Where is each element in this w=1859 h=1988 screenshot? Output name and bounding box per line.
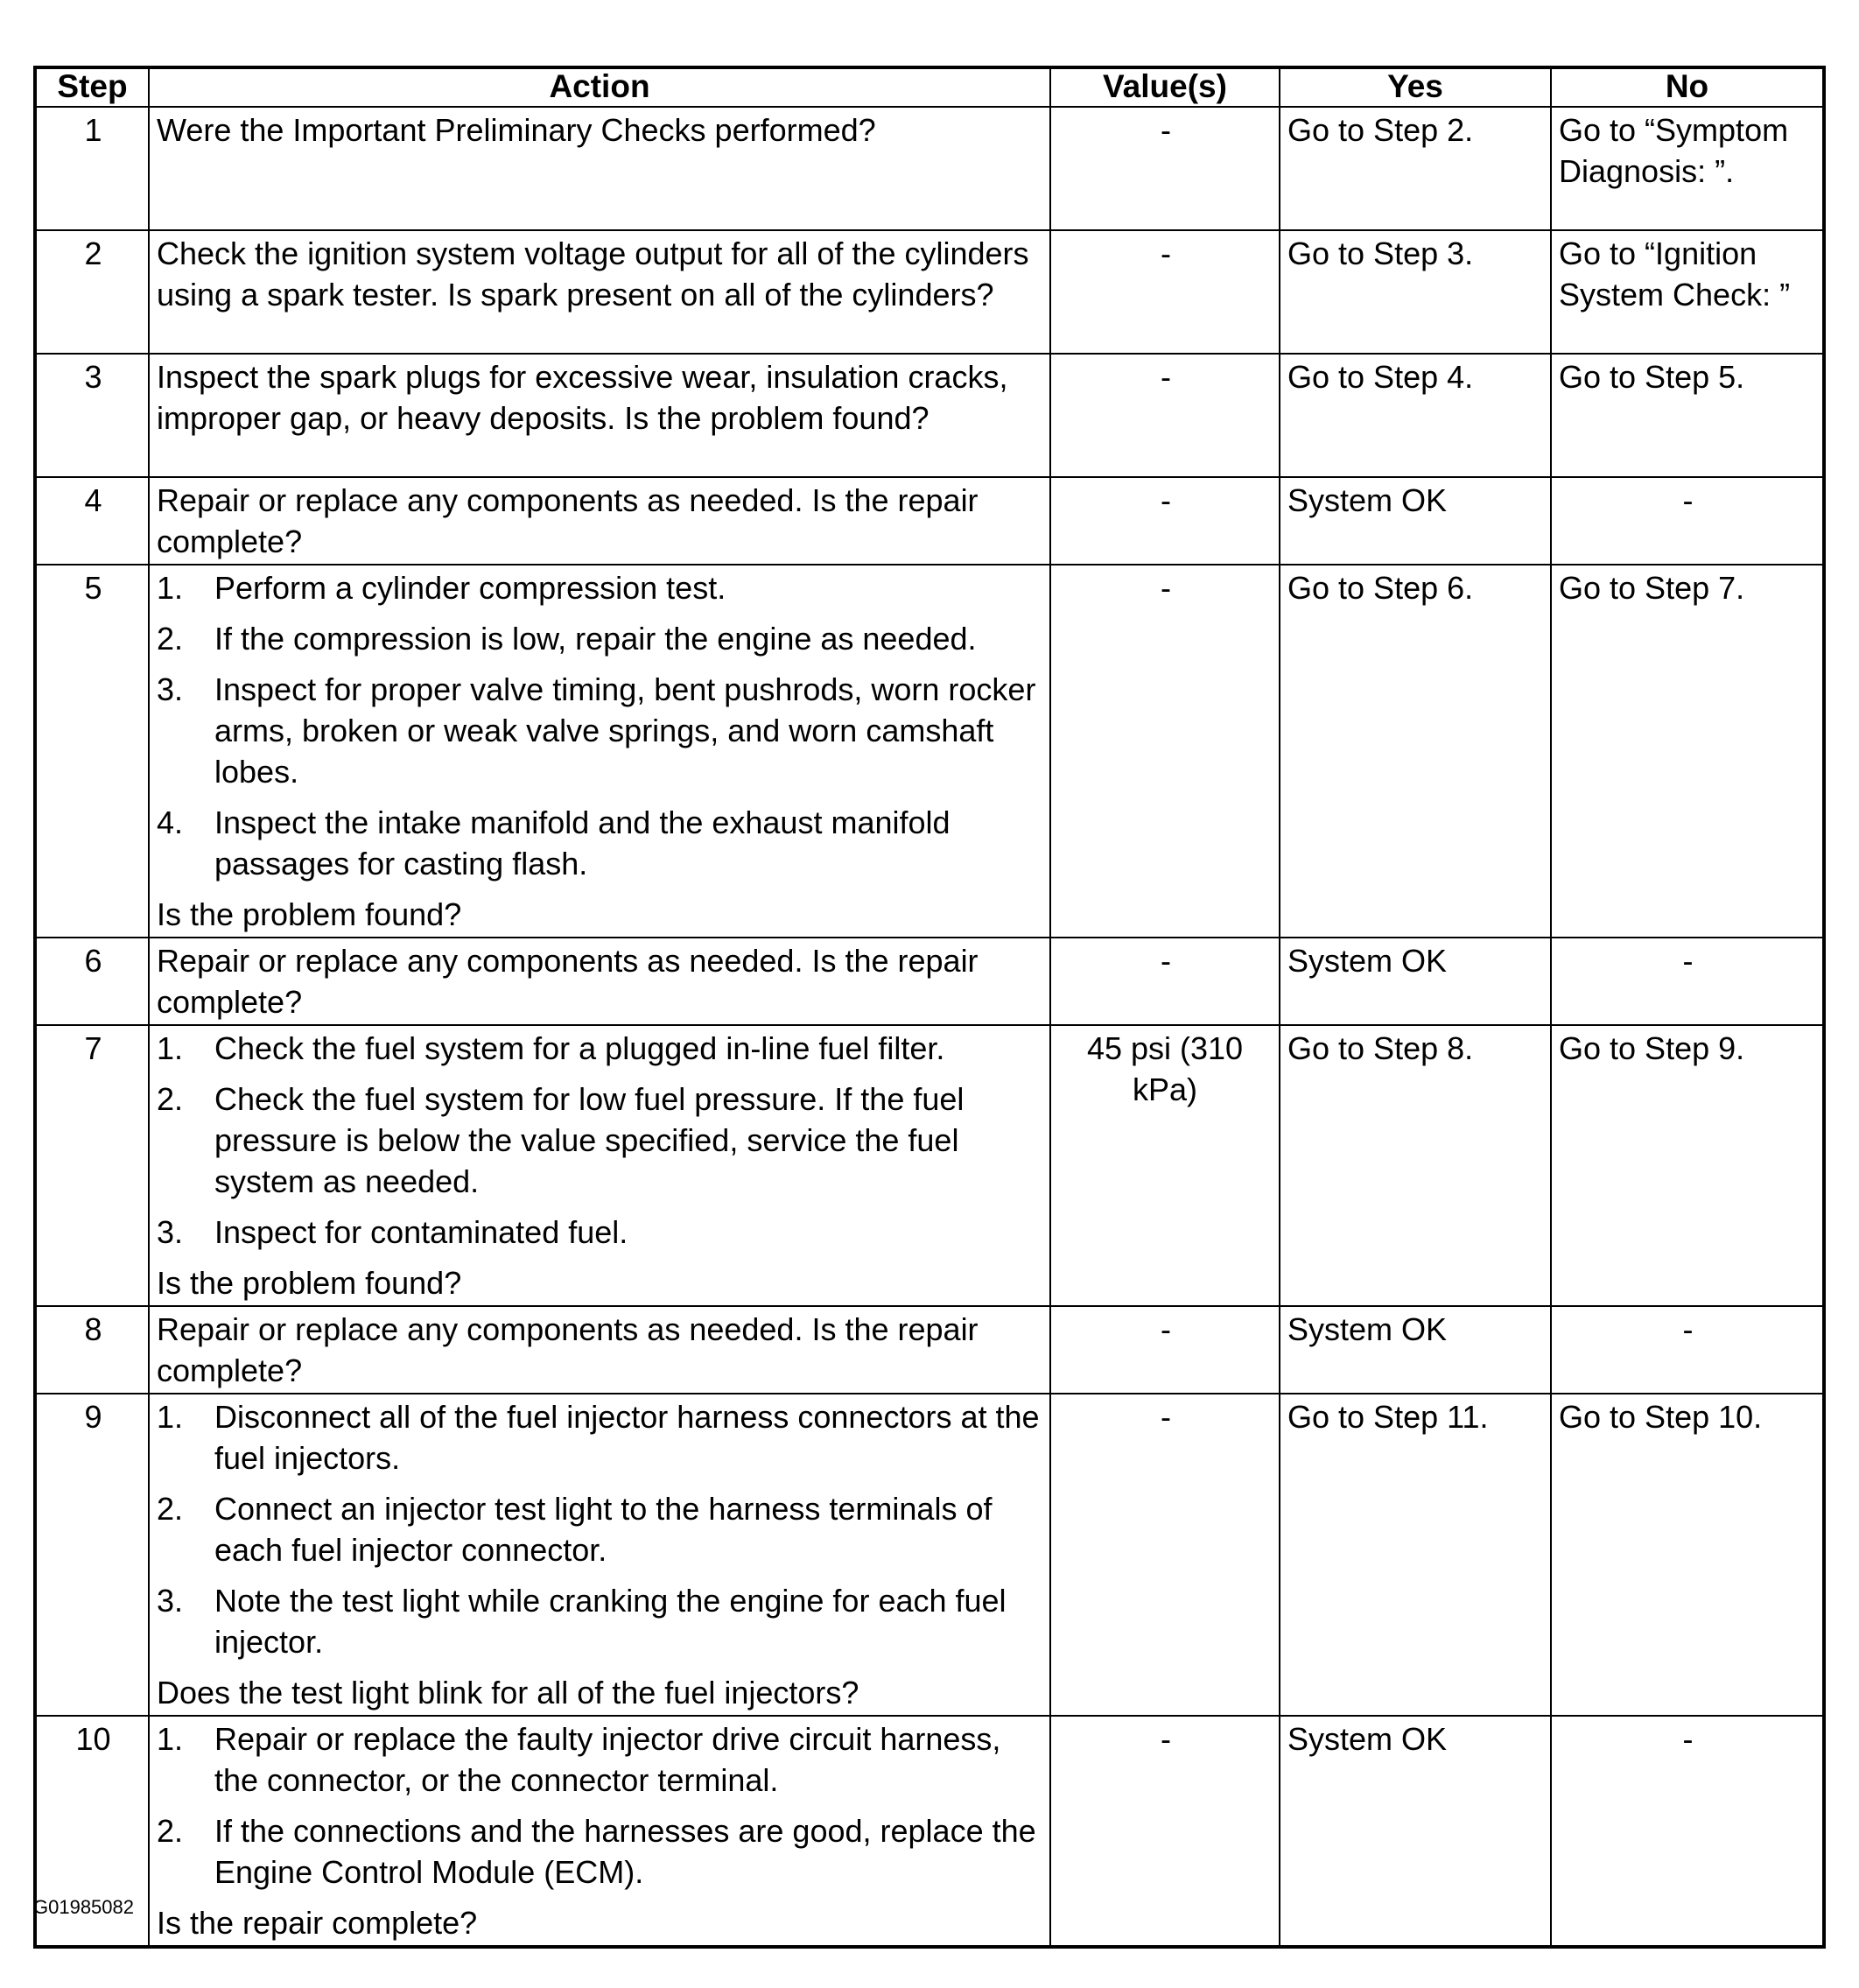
- item-text: Check the fuel system for a plugged in-line fuel filter.: [214, 1030, 945, 1066]
- item-text: Perform a cylinder compression test.: [214, 570, 726, 606]
- no-cell: -: [1551, 477, 1824, 565]
- item-text: Inspect for proper valve timing, bent pushrods, worn rocker arms, broken or weak valve springs, and worn camshaft lobes.: [214, 671, 1036, 790]
- action-cell: [149, 230, 1050, 354]
- action-list-item: [157, 1212, 1044, 1253]
- no-cell: Go to Step 7.: [1551, 565, 1824, 938]
- value-cell: -: [1050, 565, 1280, 938]
- item-text: Inspect the intake manifold and the exhaust manifold passages for casting flash.: [214, 804, 951, 882]
- yes-cell: Go to Step 3.: [1280, 230, 1551, 354]
- item-number: 2.: [157, 1081, 184, 1117]
- action-cell: [149, 477, 1050, 565]
- diagnostic-table: [33, 66, 1826, 1949]
- yes-cell: Go to Step 8.: [1280, 1025, 1551, 1306]
- header-action: Action: [149, 67, 1050, 107]
- item-number: 3.: [157, 1583, 184, 1619]
- value-cell: -: [1050, 1716, 1280, 1947]
- step-number: 9: [35, 1394, 149, 1716]
- item-text: Check the fuel system for low fuel pressure. If the fuel pressure is below the value specified, service the fuel system as needed.: [214, 1081, 965, 1199]
- yes-cell: Go to Step 4.: [1280, 354, 1551, 477]
- value-cell: -: [1050, 107, 1280, 230]
- table-row: [35, 354, 1824, 477]
- step-number: 5: [35, 565, 149, 938]
- item-text: Connect an injector test light to the harness terminals of each fuel injector connector.: [214, 1491, 993, 1568]
- yes-cell: System OK: [1280, 1306, 1551, 1394]
- action-list-item: [157, 802, 1044, 884]
- action-list-item: [157, 618, 1044, 659]
- action-cell: [149, 1306, 1050, 1394]
- table-row: [35, 1306, 1824, 1394]
- header-yes: Yes: [1280, 67, 1551, 107]
- action-cell: [149, 565, 1050, 938]
- header-step: Step: [35, 67, 149, 107]
- action-list-item: [157, 1580, 1044, 1662]
- item-number: 1.: [157, 1399, 184, 1435]
- item-text: Disconnect all of the fuel injector harness connectors at the fuel injectors.: [214, 1399, 1040, 1476]
- action-list: [157, 1718, 1044, 1893]
- action-question: Is the problem found?: [157, 1265, 462, 1301]
- yes-cell: Go to Step 2.: [1280, 107, 1551, 230]
- no-cell: Go to Step 5.: [1551, 354, 1824, 477]
- item-number: 1.: [157, 1721, 184, 1757]
- item-text: Inspect for contaminated fuel.: [214, 1214, 628, 1250]
- no-cell: Go to “Symptom Diagnosis: ”.: [1551, 107, 1824, 230]
- item-number: 1.: [157, 570, 184, 606]
- item-number: 3.: [157, 1214, 184, 1250]
- action-question: Repair or replace any components as needed. Is the repair complete?: [157, 1311, 979, 1388]
- no-cell: -: [1551, 1306, 1824, 1394]
- value-cell: -: [1050, 1306, 1280, 1394]
- step-number: 7: [35, 1025, 149, 1306]
- no-cell: Go to Step 9.: [1551, 1025, 1824, 1306]
- item-text: Repair or replace the faulty injector drive circuit harness, the connector, or the connector terminal.: [214, 1721, 1001, 1798]
- action-list-item: [157, 567, 1044, 608]
- action-list: [157, 1028, 1044, 1253]
- action-cell: [149, 354, 1050, 477]
- item-text: Note the test light while cranking the engine for each fuel injector.: [214, 1583, 1007, 1660]
- yes-cell: System OK: [1280, 938, 1551, 1025]
- action-list-item: [157, 1078, 1044, 1202]
- item-text: If the compression is low, repair the engine as needed.: [214, 621, 977, 657]
- action-list-item: [157, 669, 1044, 792]
- step-number: 8: [35, 1306, 149, 1394]
- header-values: Value(s): [1050, 67, 1280, 107]
- action-cell: [149, 1025, 1050, 1306]
- action-list-item: [157, 1810, 1044, 1893]
- action-question: Inspect the spark plugs for excessive wear, insulation cracks, improper gap, or heavy deposits. Is the problem found?: [157, 359, 1008, 436]
- table-row: [35, 1025, 1824, 1306]
- table-body: [35, 107, 1824, 1947]
- action-list-item: [157, 1028, 1044, 1069]
- action-list-item: [157, 1488, 1044, 1570]
- item-number: 4.: [157, 804, 184, 840]
- header-row: [35, 67, 1824, 107]
- action-cell: [149, 1394, 1050, 1716]
- yes-cell: System OK: [1280, 477, 1551, 565]
- item-number: 3.: [157, 671, 184, 707]
- item-number: 2.: [157, 621, 184, 657]
- yes-cell: Go to Step 6.: [1280, 565, 1551, 938]
- action-question: Repair or replace any components as needed. Is the repair complete?: [157, 482, 979, 559]
- item-number: 2.: [157, 1813, 184, 1849]
- value-cell: -: [1050, 477, 1280, 565]
- item-number: 2.: [157, 1491, 184, 1527]
- table-row: [35, 938, 1824, 1025]
- step-number: 10: [35, 1716, 149, 1947]
- yes-cell: Go to Step 11.: [1280, 1394, 1551, 1716]
- table-row: [35, 565, 1824, 938]
- table-row: [35, 477, 1824, 565]
- action-cell: [149, 107, 1050, 230]
- step-number: 3: [35, 354, 149, 477]
- action-question: Were the Important Preliminary Checks performed?: [157, 112, 876, 148]
- action-list-item: [157, 1718, 1044, 1801]
- action-list: [157, 1396, 1044, 1662]
- yes-cell: System OK: [1280, 1716, 1551, 1947]
- table-row: [35, 107, 1824, 230]
- no-cell: -: [1551, 938, 1824, 1025]
- step-number: 2: [35, 230, 149, 354]
- no-cell: Go to Step 10.: [1551, 1394, 1824, 1716]
- value-cell: -: [1050, 1394, 1280, 1716]
- action-question: Is the problem found?: [157, 896, 462, 932]
- action-list-item: [157, 1396, 1044, 1479]
- no-cell: Go to “Ignition System Check: ”: [1551, 230, 1824, 354]
- action-question: Repair or replace any components as needed. Is the repair complete?: [157, 943, 979, 1020]
- value-cell: -: [1050, 938, 1280, 1025]
- value-cell: 45 psi (310 kPa): [1050, 1025, 1280, 1306]
- table-row: [35, 1394, 1824, 1716]
- figure-id: G01985082: [33, 1896, 134, 1918]
- value-cell: -: [1050, 354, 1280, 477]
- action-cell: [149, 1716, 1050, 1947]
- table-row: [35, 230, 1824, 354]
- action-question: Is the repair complete?: [157, 1905, 478, 1941]
- step-number: 6: [35, 938, 149, 1025]
- table-row: [35, 1716, 1824, 1947]
- action-question: Does the test light blink for all of the fuel injectors?: [157, 1675, 859, 1711]
- value-cell: -: [1050, 230, 1280, 354]
- step-number: 1: [35, 107, 149, 230]
- step-number: 4: [35, 477, 149, 565]
- item-text: If the connections and the harnesses are good, replace the Engine Control Module (ECM).: [214, 1813, 1036, 1890]
- action-list: [157, 567, 1044, 884]
- no-cell: -: [1551, 1716, 1824, 1947]
- header-no: No: [1551, 67, 1824, 107]
- item-number: 1.: [157, 1030, 184, 1066]
- action-cell: [149, 938, 1050, 1025]
- action-question: Check the ignition system voltage output for all of the cylinders using a spark tester. Is spark present on all of the cylinders?: [157, 235, 1029, 313]
